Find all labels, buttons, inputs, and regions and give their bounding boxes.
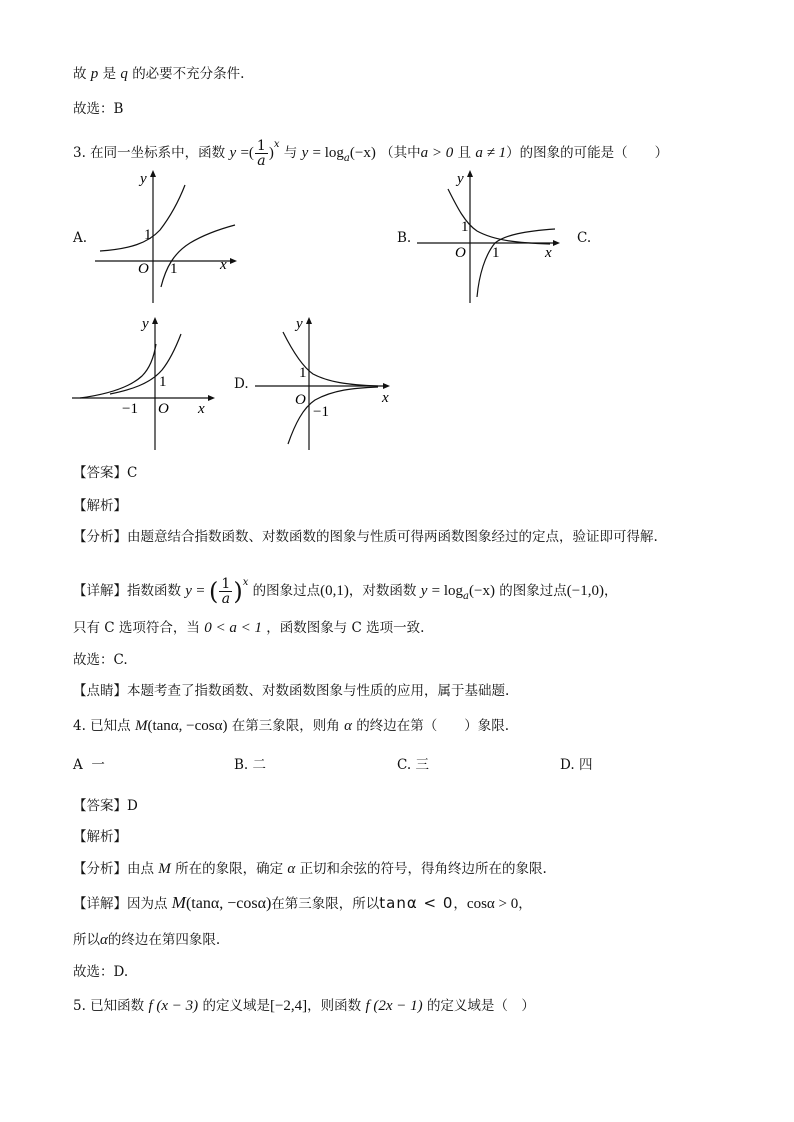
- label-one-y: 1: [159, 374, 167, 390]
- log-base: a: [463, 591, 470, 602]
- option-text: 四: [578, 757, 593, 773]
- graph-option-d: [253, 312, 403, 452]
- label-x: x: [382, 390, 389, 406]
- question-number: 5. 已知函数: [73, 998, 145, 1014]
- text: ，则函数: [307, 998, 362, 1014]
- point: (tanα, −cosα): [185, 895, 272, 912]
- q3-xiangjie: 【详解】指数函数 y = ( $\frac{1}{a}$ )$^x$ 的图象过点(0,1)，对数函数 $y = \log_a(-x)$ 的图象过点(−1,0)，: [73, 576, 618, 607]
- log-argument: (−x): [349, 145, 376, 161]
- q4-option-a: [73, 753, 105, 773]
- text: 的终边在第（ ）象限.: [356, 718, 510, 734]
- exponent: x: [242, 577, 249, 588]
- option-c-label-inline: C.: [577, 230, 592, 246]
- log-curve: [161, 225, 235, 287]
- graph-option-c: [70, 312, 220, 452]
- q4-select: 故选：D.: [73, 964, 129, 980]
- label-y: y: [140, 171, 147, 187]
- q4-fenxi: [73, 859, 547, 879]
- y-arrow: [150, 170, 156, 177]
- option-label: D.: [560, 757, 575, 773]
- option-label: A: [73, 757, 83, 773]
- var-m: M: [158, 861, 171, 877]
- label-x: x: [220, 257, 227, 273]
- q3-analysis-head: 【解析】: [73, 498, 127, 514]
- text: （其中: [380, 145, 421, 161]
- option-b-label: B.: [397, 230, 412, 246]
- point: (0,1): [320, 583, 349, 599]
- var-y: y: [420, 583, 428, 599]
- text: 正切和余弦的符号，得角终边所在的象限.: [299, 861, 547, 877]
- q4-stem: [73, 716, 509, 736]
- q2-conclusion: [73, 64, 244, 84]
- label-x: x: [545, 245, 552, 261]
- q3-line2: [73, 618, 424, 638]
- equals: =: [196, 583, 205, 599]
- text: 在第三象限，所以: [271, 896, 380, 912]
- option-a-label: A.: [73, 230, 88, 246]
- q4-xiangjie: [73, 893, 532, 914]
- text: ，: [453, 896, 467, 912]
- exp-curve: [110, 334, 181, 394]
- option-label: B.: [234, 757, 249, 773]
- domain-interval: [−2,4]: [269, 998, 308, 1014]
- q3-fenxi: 【分析】由题意结合指数函数、对数函数的图象与性质可得两函数图象经过的定点，验证即可得解.: [73, 529, 658, 545]
- text: 【详解】指数函数: [73, 583, 181, 599]
- numerator: 1: [221, 576, 231, 592]
- fraction: [255, 139, 268, 168]
- label-y: y: [296, 316, 303, 332]
- q3-answer: 【答案】C: [73, 465, 138, 481]
- log-curve: [80, 344, 156, 398]
- option-text: 二: [252, 757, 267, 773]
- text: 且: [457, 145, 472, 161]
- graph-option-b: [415, 165, 565, 305]
- y-arrow: [152, 317, 158, 324]
- option-text: 三: [415, 757, 429, 773]
- var-y: y: [229, 145, 237, 161]
- text: 故: [73, 66, 87, 82]
- log-text: = log: [431, 583, 464, 599]
- q3-stem: 3. 在同一坐标系中，函数 y =( $\frac{1}{a}$ )$^x$ 与 $y = \log_a(-x)$ （其中a > 0 且 a ≠ 1）的图象的可能是（ ）: [73, 138, 669, 169]
- fraction: [219, 577, 232, 606]
- y-arrow: [467, 170, 473, 177]
- log-argument: (−x): [469, 583, 495, 599]
- y-arrow: [306, 317, 312, 324]
- condition: 0 < a < 1: [204, 620, 262, 636]
- equals: =: [240, 145, 249, 161]
- condition: tanα < 0: [379, 894, 454, 912]
- text: ，: [603, 583, 618, 599]
- text: 的定义域是（ ）: [426, 998, 535, 1014]
- question-number: 4. 已知点: [73, 718, 131, 734]
- text: 所以: [73, 932, 100, 948]
- text: 的图象过点: [252, 583, 321, 599]
- q3-dianjing: 【点睛】本题考查了指数函数、对数函数图象与性质的应用，属于基础题.: [73, 683, 510, 699]
- x-arrow: [208, 395, 215, 401]
- point: (tanα, −cosα): [147, 718, 228, 734]
- exp-curve: [100, 185, 185, 251]
- function: f (x − 3): [148, 998, 199, 1014]
- log-text: = log: [312, 145, 344, 161]
- text: 所在的象限，确定: [175, 861, 284, 877]
- x-arrow: [230, 258, 237, 264]
- text: 【分析】由点: [73, 861, 154, 877]
- text: ，: [518, 896, 532, 912]
- var-p: p: [90, 66, 99, 82]
- label-origin: O: [455, 245, 466, 261]
- q4-option-c: [397, 753, 429, 773]
- text: 的必要不充分条件.: [132, 66, 245, 82]
- q3-select: 故选：C.: [73, 652, 128, 668]
- exp-curve: [283, 332, 378, 386]
- var-alpha: α: [344, 718, 352, 734]
- label-origin: O: [295, 392, 306, 408]
- label-one-y: 1: [144, 227, 152, 243]
- option-d-label: D.: [234, 376, 249, 392]
- label-one-y: 1: [461, 219, 469, 235]
- text: 的图象过点: [499, 583, 567, 599]
- label-x: x: [198, 401, 205, 417]
- q4-option-d: [560, 753, 592, 773]
- var-q: q: [120, 66, 128, 82]
- text: ，对数函数: [348, 583, 417, 599]
- label-one-x: 1: [170, 261, 178, 277]
- var-alpha: α: [287, 861, 296, 877]
- option-label: C.: [397, 757, 412, 773]
- text: 在第三象限，则角: [231, 718, 340, 734]
- x-arrow: [553, 240, 560, 246]
- text: 的定义域是: [202, 998, 270, 1014]
- q4-answer: 【答案】D: [73, 798, 138, 814]
- label-origin: O: [138, 261, 149, 277]
- var-y: y: [185, 583, 192, 599]
- q4-line2: [73, 930, 220, 950]
- label-minus-one: −1: [122, 401, 138, 417]
- question-number: 3. 在同一坐标系中，函数: [73, 145, 226, 161]
- text: 是: [102, 66, 117, 82]
- text: ，函数图象与 C 选项一致.: [266, 620, 425, 636]
- point: (−1,0): [566, 583, 604, 599]
- log-curve: [477, 229, 555, 297]
- text: 的终边在第四象限.: [107, 932, 221, 948]
- option-text: 一: [91, 757, 105, 773]
- x-arrow: [383, 383, 390, 389]
- text: 与: [283, 145, 298, 161]
- q2-select: 故选：B: [73, 101, 124, 117]
- numerator: 1: [256, 138, 266, 154]
- text: 【详解】因为点: [73, 896, 168, 912]
- var-m: M: [134, 718, 148, 734]
- denominator: a: [221, 591, 231, 607]
- condition: cosα > 0: [466, 896, 519, 912]
- var-y: y: [301, 145, 309, 161]
- graph-option-a: [90, 165, 240, 305]
- denominator: a: [257, 153, 266, 169]
- label-one-y: 1: [299, 365, 307, 381]
- q5-stem: [73, 996, 535, 1016]
- label-origin: O: [158, 401, 169, 417]
- condition: a ≠ 1: [475, 145, 507, 161]
- text: 只有 C 选项符合，当: [73, 620, 200, 636]
- label-minus-one: −1: [313, 404, 329, 420]
- q4-option-b: [234, 753, 266, 773]
- q4-analysis-head: 【解析】: [73, 829, 127, 845]
- var-alpha: α: [100, 932, 108, 948]
- exponent: x: [273, 139, 280, 150]
- text: ）的图象的可能是（ ）: [506, 145, 669, 161]
- var-m: M: [171, 893, 186, 912]
- exp-curve: [448, 189, 550, 244]
- label-y: y: [457, 171, 464, 187]
- function: f (2x − 1): [365, 998, 423, 1014]
- condition: a > 0: [420, 145, 454, 161]
- log-base: a: [343, 153, 350, 164]
- label-one-x: 1: [492, 245, 500, 261]
- label-y: y: [142, 316, 149, 332]
